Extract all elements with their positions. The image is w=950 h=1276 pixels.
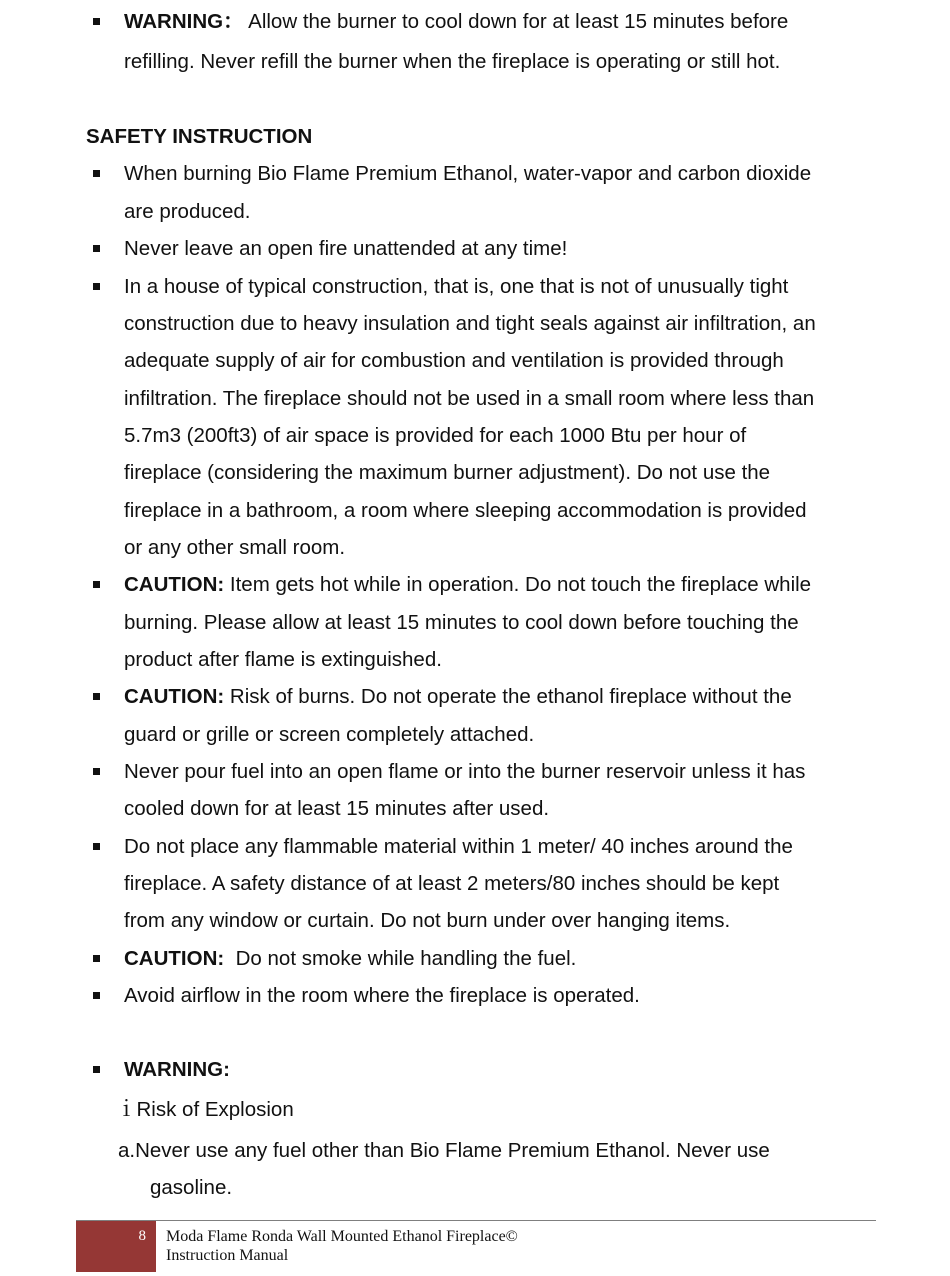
list-item-line: CAUTION: Risk of burns. Do not operate the ethanol fireplace without the [124,685,792,708]
list-item-line: Never pour fuel into an open flame or into the burner reservoir unless it has [124,760,806,783]
warning-top-line-2: refilling. Never refill the burner when the fireplace is operating or still hot. [124,50,781,73]
list-item-line: 5.7m3 (200ft3) of air space is provided for each 1000 Btu per hour of [124,424,747,447]
list-item-line: cooled down for at least 15 minutes after used. [124,797,550,820]
warning-label: WARNING： [124,10,244,33]
list-item-line: or any other small room. [124,536,346,559]
list-item-line: Do not place any flammable material within 1 meter/ 40 inches around the [124,835,793,858]
list-item-line: guard or grille or screen completely attached. [124,723,535,746]
list-item-line: construction due to heavy insulation and tight seals against air infiltration, an [124,312,816,335]
page-number-box [76,1221,156,1272]
bullet-marker [93,992,100,999]
bullet-marker [93,170,100,177]
list-item-line: fireplace in a bathroom, a room where sleeping accommodation is provided [124,499,807,522]
list-item-line: product after flame is extinguished. [124,648,442,671]
footer-title: Moda Flame Ronda Wall Mounted Ethanol Fireplace© [166,1228,518,1245]
list-item-line: CAUTION: Item gets hot while in operation. Do not touch the fireplace while [124,573,812,596]
list-item-line: CAUTION: Do not smoke while handling the fuel. [124,947,577,970]
list-item-line: are produced. [124,200,251,223]
list-item-line: infiltration. The fireplace should not be used in a small room where less than [124,387,815,410]
list-item-line: fireplace. A safety distance of at least 2 meters/80 inches should be kept [124,872,780,895]
footer-subtitle: Instruction Manual [166,1247,289,1264]
page-number: 8 [138,1228,146,1244]
list-item-line: When burning Bio Flame Premium Ethanol, water-vapor and carbon dioxide [124,162,812,185]
caution-label: CAUTION: [124,573,225,596]
bullet-marker [93,18,100,25]
warning-bottom-label: WARNING: [124,1058,230,1081]
risk-subheading: ｉRisk of Explosion [116,1098,294,1121]
list-item-line: In a house of typical construction, that is, one that is not of unusually tight [124,275,789,298]
bullet-marker [93,955,100,962]
list-item-line: burning. Please allow at least 15 minutes to cool down before touching the [124,611,799,634]
bullet-marker [93,843,100,850]
list-item-line: fireplace (considering the maximum burner adjustment). Do not use the [124,461,771,484]
list-item-line: adequate supply of air for combustion and ventilation is provided through [124,349,784,372]
bullet-marker [93,768,100,775]
bullet-marker [93,283,100,290]
bullet-marker [93,581,100,588]
warning-top-line-1: WARNING： Allow the burner to cool down for at least 15 minutes before [124,10,789,33]
list-item-line: Avoid airflow in the room where the fireplace is operated. [124,984,640,1007]
caution-label: CAUTION: [124,947,225,970]
bullet-marker [93,693,100,700]
list-item-line: from any window or curtain. Do not burn under over hanging items. [124,909,731,932]
section-heading: SAFETY INSTRUCTION [86,125,313,148]
bullet-marker [93,1066,100,1073]
footer-divider [76,1220,876,1221]
sub-item-line: gasoline. [150,1176,233,1199]
sub-item-line: a.Never use any fuel other than Bio Flame Premium Ethanol. Never use [118,1139,770,1162]
bullet-marker [93,245,100,252]
caution-label: CAUTION: [124,685,225,708]
list-item-line: Never leave an open fire unattended at any time! [124,237,568,260]
